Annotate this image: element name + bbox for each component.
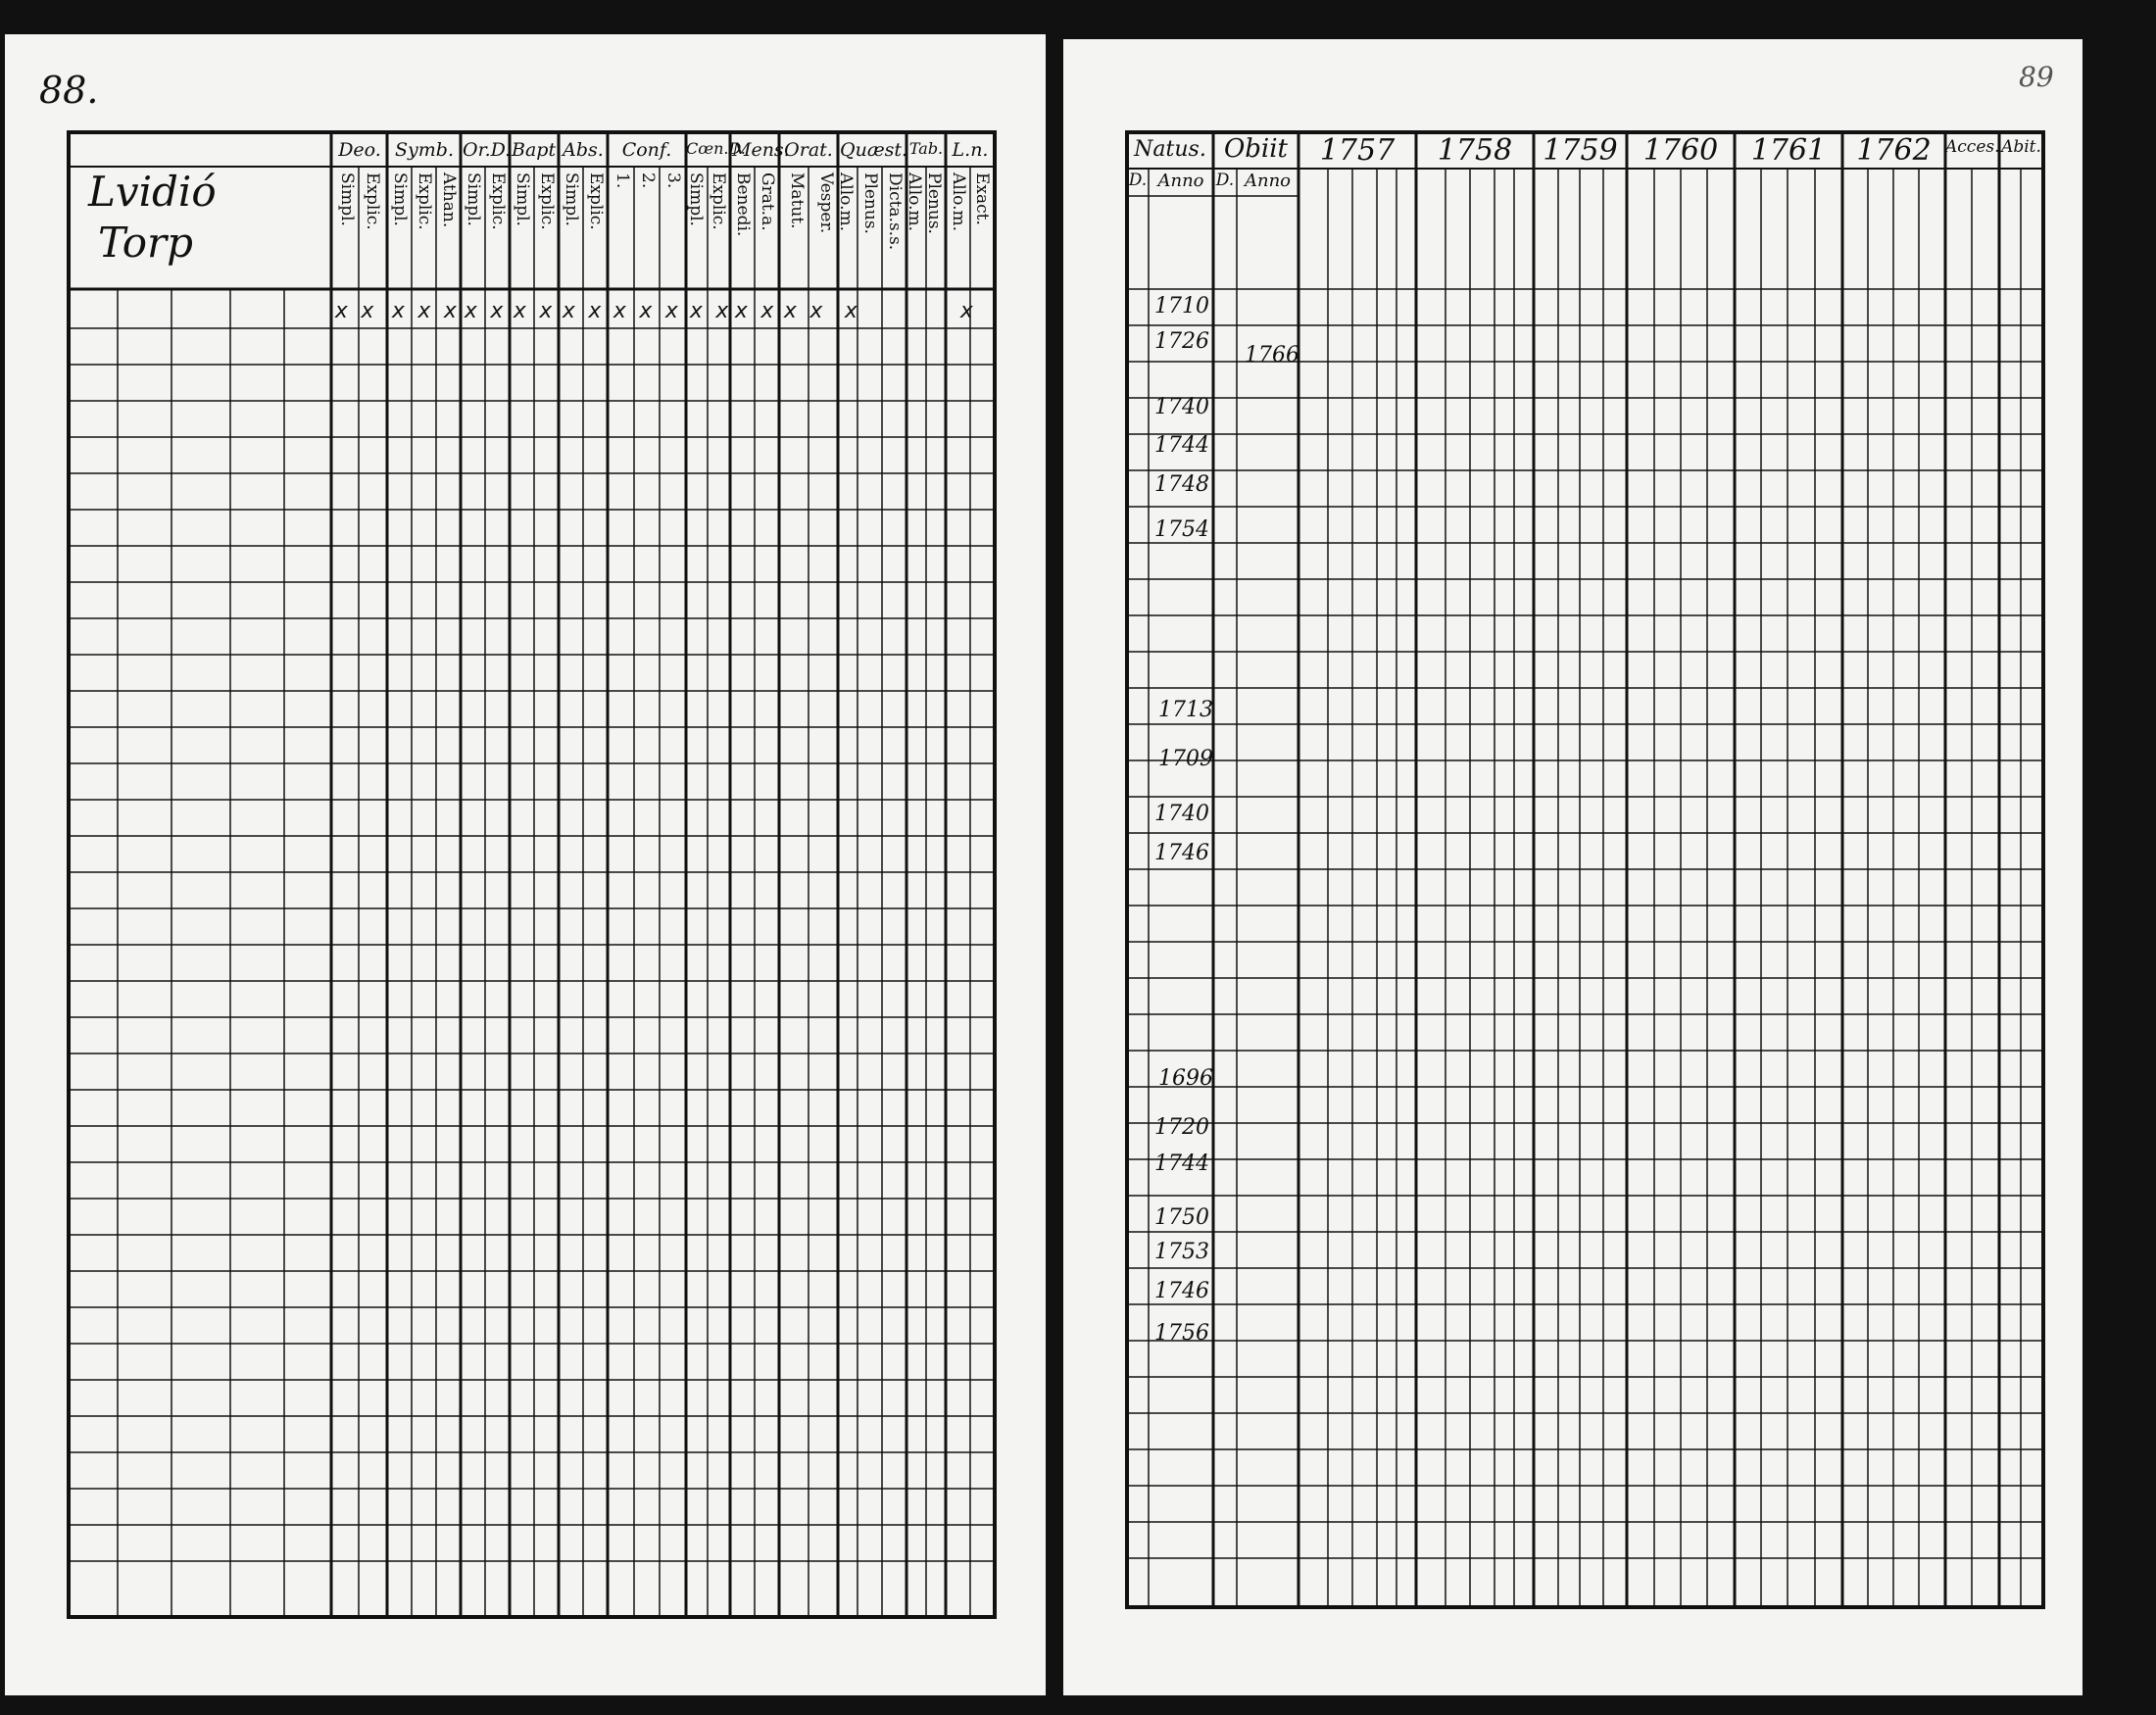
mark-ln: x <box>960 299 974 323</box>
left-page-number: 88. <box>39 69 99 112</box>
left-sub-columns <box>118 167 970 1617</box>
header-obiit-d: D. <box>1215 171 1235 190</box>
sub-ln-1: Allo.m. <box>949 172 968 232</box>
header-obiit: Obiit <box>1223 134 1289 164</box>
natus-anno-16: 1746 <box>1154 1279 1209 1303</box>
sub-conf-1: 1. <box>612 172 632 189</box>
header-abit: Abit. <box>2001 137 2041 157</box>
mark-symb: x x x <box>392 299 458 323</box>
mark-ord: x x <box>465 299 504 323</box>
natus-anno-1: 1710 <box>1154 294 1209 318</box>
sub-quaest-1: Allo.m. <box>836 172 856 232</box>
header-ord: Or.D. <box>463 139 512 161</box>
header-natus-anno: Anno <box>1157 171 1204 191</box>
sub-coend-2: Explic. <box>709 172 728 230</box>
natus-anno-10: 1746 <box>1154 841 1209 865</box>
natus-anno-11: 1696 <box>1158 1066 1213 1091</box>
mark-abs: x x <box>563 299 602 323</box>
mark-orat: x x <box>784 299 823 323</box>
header-tab: Tab. <box>908 139 944 158</box>
header-orat: Orat. <box>784 139 833 161</box>
sub-conf-2: 2. <box>638 172 658 189</box>
sub-symb-2: Explic. <box>415 172 434 230</box>
header-bapt: Bapt. <box>512 139 563 161</box>
sub-coend-1: Simpl. <box>686 172 706 226</box>
sub-bapt-2: Explic. <box>537 172 557 230</box>
natus-anno-14: 1750 <box>1154 1205 1209 1230</box>
mark-deo: x x <box>335 299 374 323</box>
left-main-columns <box>331 132 946 1617</box>
parish-title-line-2: Torp <box>98 219 194 267</box>
sub-abs-2: Explic. <box>586 172 606 230</box>
sub-abs-1: Simpl. <box>562 172 581 226</box>
sub-tab-2: Plenus. <box>924 172 944 234</box>
header-mens: Mens. <box>732 139 790 161</box>
header-natus: Natus. <box>1134 137 1206 162</box>
header-obiit-anno: Anno <box>1244 171 1292 191</box>
sub-mens-2: Grat.a. <box>758 172 777 231</box>
sub-bapt-1: Simpl. <box>513 172 532 226</box>
sub-quaest-3: Dicta.s.s. <box>885 172 905 251</box>
header-year-1760: 1760 <box>1642 133 1719 168</box>
sub-ord-1: Simpl. <box>464 172 483 226</box>
sub-deo-1: Simpl. <box>337 172 357 226</box>
natus-anno-9: 1740 <box>1154 802 1209 826</box>
right-sub-columns <box>1149 169 2021 1607</box>
header-year-1757: 1757 <box>1319 133 1396 168</box>
sub-tab-1: Allo.m. <box>905 172 924 232</box>
natus-anno-17: 1756 <box>1154 1321 1209 1346</box>
natus-anno-6: 1754 <box>1154 517 1209 542</box>
sub-quaest-2: Plenus. <box>860 172 880 234</box>
obiit-anno-1: 1766 <box>1245 343 1299 368</box>
right-page-number: 89 <box>2019 61 2054 93</box>
mark-conf: x x x <box>613 299 679 323</box>
header-conf: Conf. <box>621 139 672 161</box>
header-coend: Cœn.D. <box>686 139 746 158</box>
header-year-1758: 1758 <box>1437 133 1513 168</box>
sub-ord-2: Explic. <box>488 172 508 230</box>
header-deo: Deo. <box>338 139 381 161</box>
natus-anno-4: 1744 <box>1154 433 1209 458</box>
header-symb: Symb. <box>395 139 454 161</box>
sub-mens-1: Benedi. <box>733 172 753 237</box>
right-rows <box>1127 289 2043 1558</box>
header-year-1761: 1761 <box>1750 133 1827 168</box>
mark-quaest: x <box>845 299 858 323</box>
sub-symb-3: Athan. <box>439 172 459 228</box>
natus-anno-2: 1726 <box>1154 329 1209 354</box>
mark-mens: x x <box>735 299 774 323</box>
header-year-1759: 1759 <box>1543 133 1618 168</box>
natus-anno-15: 1753 <box>1154 1240 1209 1264</box>
sub-orat-2: Vesper. <box>816 172 836 234</box>
natus-anno-5: 1748 <box>1154 472 1209 497</box>
natus-anno-3: 1740 <box>1154 395 1209 419</box>
sub-deo-2: Explic. <box>363 172 382 230</box>
header-year-1762: 1762 <box>1856 133 1932 168</box>
sub-symb-1: Simpl. <box>390 172 410 226</box>
parish-title-line-1: Lvidió <box>88 168 217 216</box>
sub-ln-2: Exact. <box>972 172 992 225</box>
natus-anno-8: 1709 <box>1158 747 1213 771</box>
header-acces: Acces. <box>1945 137 2000 157</box>
sub-orat-1: Matut. <box>787 172 807 229</box>
left-table-frame <box>69 132 995 1617</box>
header-quaest: Quæst. <box>840 139 908 161</box>
header-abs: Abs. <box>563 139 604 161</box>
header-natus-d: D. <box>1128 171 1148 190</box>
sub-conf-3: 3. <box>663 172 683 189</box>
natus-anno-13: 1744 <box>1154 1152 1209 1176</box>
header-ln: L.n. <box>952 139 989 161</box>
left-rows <box>69 328 995 1561</box>
mark-coend: x x <box>690 299 729 323</box>
natus-anno-12: 1720 <box>1154 1115 1209 1140</box>
natus-anno-7: 1713 <box>1158 698 1213 722</box>
mark-bapt: x x <box>514 299 553 323</box>
